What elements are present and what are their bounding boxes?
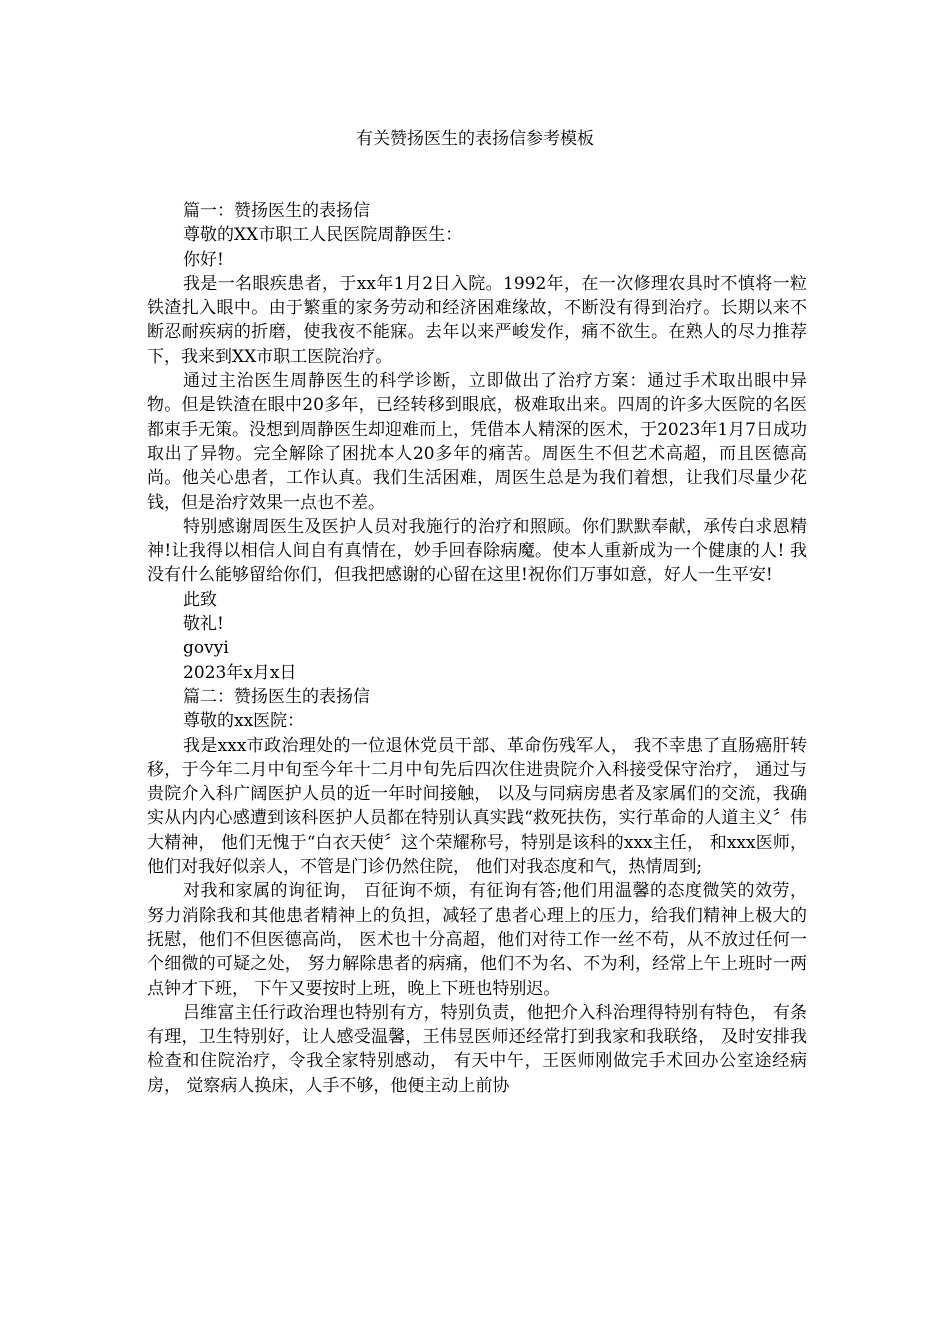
document-title: 有关赞扬医生的表扬信参考模板 — [356, 129, 594, 149]
salutation-recipient: 尊敬的XX市职工人民医院周静医生： — [183, 225, 463, 246]
body-paragraph: 我是xxx市政治理处的一位退休党员干部、革命伤残军人， 我不幸患了直肠癌肝转移，于今年二月中旬至今年十二月中旬先后四次住进贵院介入科接受保守治疗， 通过与贵院介入科广阔医护人员的近一年时间接触， 以及与同病房患者及家属们的交流，我确实从内内心感遭到该科医护人员都在特别认真实践“救死扶伤，实行革命的人道主义〞伟大精神， 他们无愧于“白衣天使〞这个荣耀称号，特别是该科的xxx主任， 和xxx医师，他们对我好似亲人，不管是门诊仍然住院， 他们对我态度和气，热情周到; — [147, 735, 807, 878]
closing-salute: 敬礼! — [183, 614, 224, 635]
salutation-recipient: 尊敬的xx医院： — [183, 711, 305, 732]
body-paragraph: 通过主治医生周静医生的科学诊断，立即做出了治疗方案：通过手术取出眼中异物。但是铁渣在眼中20多年，已经转移到眼底，极难取出来。四周的许多大医院的名医都束手无策。没想到周静医生却迎难而上，凭借本人精深的医术，于2023年1月7日成功取出了异物。完全解除了困扰本人20多年的痛苦。周医生不但艺术高超，而且医德高尚。他关心患者，工作认真。我们生活困难，周医生总是为我们着想，让我们尽量少花钱，但是治疗效果一点也不差。 — [147, 371, 807, 513]
document-body — [147, 199, 807, 1098]
body-paragraph: 吕维富主任行政治理也特别有方，特别负责，他把介入科治理得特别有特色， 有条有理，卫生特别好，让人感受温馨，王伟昱医师还经常打到我家和我联络， 及时安排我检查和住院治疗，令我全家特别感动， 有天中午，王医师刚做完手术回办公室途经病房， 觉察病人换床，人手不够，他便主动上前协 — [147, 1002, 807, 1096]
letter-date: 2023年x月x日 — [183, 662, 297, 683]
signature: govyi — [183, 638, 229, 659]
body-paragraph: 特别感谢周医生及医护人员对我施行的治疗和照顾。你们默默奉献，承传白求恩精神!让我得以相信人间自有真情在，妙手回春除病魔。使本人重新成为一个健康的人! 我没有什么能够留给你们，但我把感谢的心留在这里!祝你们万事如意，好人一生平安! — [147, 516, 807, 586]
greeting: 你好! — [183, 249, 224, 270]
section-two-heading: 篇二：赞扬医生的表扬信 — [183, 686, 370, 707]
closing-phrase: 此致 — [183, 589, 217, 610]
body-paragraph: 对我和家属的询征询， 百征询不烦，有征询有答;他们用温馨的态度微笑的效劳， 努力消除我和其他患者精神上的负担，减轻了患者心理上的压力，给我们精神上极大的抚慰，他们不但医德高尚， 医术也十分高超，他们对待工作一丝不苟，从不放过任何一个细微的可疑之处， 努力解除患者的病痛，他们不为名、不为利，经常上午上班时一两点钟才下班， 下午又要按时上班，晚上下班也特别迟。 — [147, 881, 807, 999]
section-one-heading: 篇一：赞扬医生的表扬信 — [183, 201, 370, 221]
body-paragraph: 我是一名眼疾患者，于xx年1月2日入院。1992年，在一次修理农具时不慎将一粒铁渣扎入眼中。由于繁重的家务劳动和经济困难缘故，不断没有得到治疗。长期以来不断忍耐疾病的折磨，使我夜不能寐。去年以来严峻发作，痛不欲生。在熟人的尽力推荐下，我来到XX市职工医院治疗。 — [147, 273, 807, 367]
